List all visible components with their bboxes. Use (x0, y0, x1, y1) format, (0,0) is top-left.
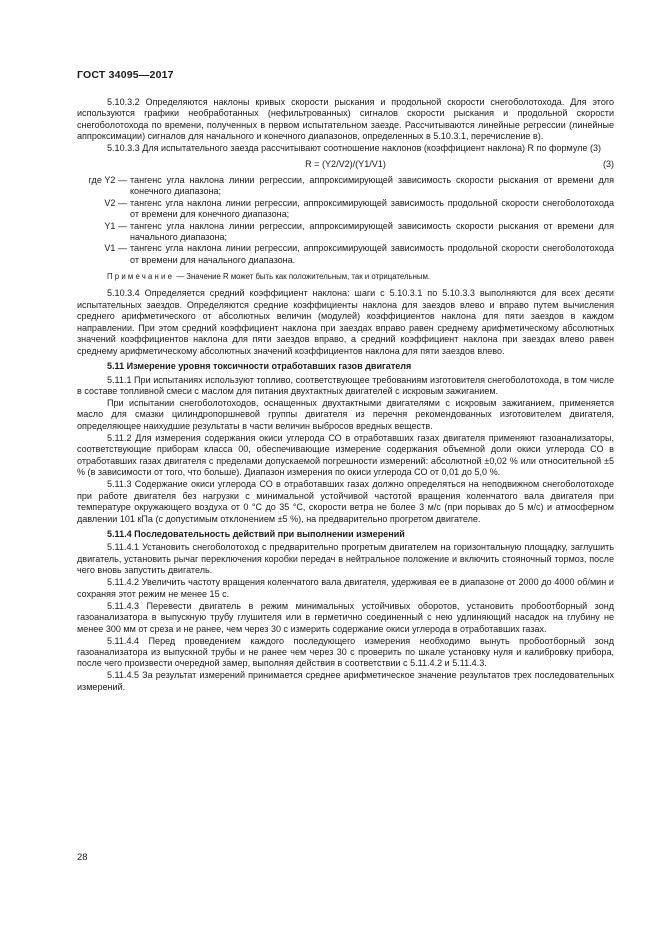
paragraph-5-11-4-3: 5.11.4.3 Перевести двигатель в режим минимальных устойчивых оборотов, установить пробоотборный зонд газоанализатора в выпускную трубу глушителя или в герметично соединенный с нею удлиняющий насадок на глубину не менее 300 мм от среза и не ранее, чем через 30 с измерить содержание окиси углерода в отработавших газах. (77, 600, 614, 634)
definition-v1 (77, 243, 614, 266)
paragraph-5-11-4-4: 5.11.4.4 Перед проведением каждого последующего измерения необходимо вынуть пробоотборный зонд газоанализатора из выпускной трубы и не ранее чем через 30 с проверить по шкале установку нуля и калибровку прибора, после чего произвести очередной замер, выполняя действия в соответствии с 5.11.4.2 и 5.11.4.3. (77, 635, 614, 669)
definition-term: V1 — (104, 243, 127, 254)
definition-text: тангенс угла наклона линии регрессии, аппроксимирующей зависимость продольной скорости снегоболотохода от времени для конечного диапазона; (130, 197, 614, 220)
definition-term: Y1 — (104, 220, 127, 231)
paragraph-5-11-1-cont: При испытании снегоболотоходов, оснащенных двухтактными двигателями с искровым зажиганием, применяется масло для смазки цилиндропоршневой группы двигателя из перечня рекомендованных изготовителем двигателя, определяющее наихудшие результаты в части величин выбросов вредных веществ. (77, 397, 614, 431)
definition-y1 (77, 221, 614, 244)
paragraph-5-11-2: 5.11.2 Для измерения содержания окиси углерода СО в отработавших газах двигателя применяют газоанализаторы, соответствующие приборам класса 00, обеспечивающие измерение содержания объемной доли окиси углерода СО в отработавших газах двигателя с пределами допускаемой погрешности измерений: абсолютной ±0,02 % или относительной ±5 % (в зависимости от того, что больше). Диапазон измерения по окиси углерода СО от 0,01 до 5,0 %. (77, 432, 614, 478)
paragraph-5-10-3-4: 5.10.3.4 Определяется средний коэффициент наклона: шаги с 5.10.3.1 по 5.10.3.3 выполняются для всех десяти испытательных заездов. Определяются средние коэффициенты наклона для заездов влево и вправо путем вычисления среднего арифметического от абсолютных величин (модулей) коэффициентов наклона для пяти заездов в каждом направлении. При этом средний коэффициент наклона при заездах вправо равен среднему арифметическому абсолютных значений коэффициентов наклона для пяти заездов вправо, а средний коэффициент наклона при заездах влево равен среднему арифметическому абсолютных значений коэффициентов наклона для пяти заездов влево. (77, 288, 614, 356)
section-heading-5-11-4: 5.11.4 Последовательность действий при выполнении измерений (107, 528, 405, 539)
definition-term: V2 — (104, 197, 127, 208)
paragraph-5-11-1: 5.11.1 При испытаниях используют топливо, соответствующее требованиям изготовителя снегоболотохода, в том числе в составе топливной смеси с маслом для питания двухтактных двигателей с искровым зажиганием. (77, 374, 614, 397)
paragraph-5-11-4-2: 5.11.4.2 Увеличить частоту вращения коленчатого вала двигателя, удерживая ее в диапазоне от 2000 до 4000 об/мин и сохраняя этот режим не менее 15 с. (77, 577, 614, 599)
paragraph-5-10-3-2: 5.10.3.2 Определяются наклоны кривых скорости рыскания и продольной скорости снегоболотохода. Для этого используются графики необработанных (нефильтрованных) сигналов скорости рыскания и продольной скорости снегоболотохода по времени, полученных в первом испытательном заезде. Рассчитываются линейные регрессии (линейные аппроксимации) сигналов для начального и конечного диапазонов, определенных в 5.10.3.1, перечисление в). (77, 97, 614, 142)
paragraph-5-11-4-1: 5.11.4.1 Установить снегоболотоход с предварительно прогретым двигателем на горизонтальную площадку, заглушить двигатель, установить рычаг переключения коробки передач в нейтральное положение и включить стояночный тормоз, после чего вновь запустить двигатель. (77, 542, 614, 576)
note-lead: Примечание (107, 272, 175, 282)
definition-v2 (77, 198, 614, 221)
page-number: 28 (77, 852, 88, 863)
standard-header: ГОСТ 34095—2017 (77, 69, 174, 81)
paragraph-5-10-3-3: 5.10.3.3 Для испытательного заезда рассчитывают соотношение наклонов (коэффициент наклона) R по формуле (3) (107, 143, 602, 154)
definition-term: где Y2 — (88, 174, 127, 185)
paragraph-5-11-4-5: 5.11.4.5 За результат измерений принимается среднее арифметическое значение результатов трех последовательных измерений. (77, 670, 614, 692)
document-body (77, 97, 614, 694)
paragraph-5-11-3: 5.11.3 Содержание окиси углерода СО в отработавших газах должно определяться на неподвижном снегоболотоходе при работе двигателя без нагрузки с минимальной устойчивой частотой вращения коленчатого вала двигателя при температуре окружающего воздуха от 0 °С до 35 °С, скорости ветра не более 3 м/с (при порывах до 5 м/с) и атмосферном давлении 101 кПа (с допустимым отклонением ±5 %), на предварительно прогретом двигателе. (77, 479, 614, 524)
definition-text: тангенс угла наклона линии регрессии, аппроксимирующей зависимость продольной скорости снегоболотохода от времени для начального диапазона. (130, 243, 614, 265)
section-heading-5-11: 5.11 Измерение уровня токсичности отработавших газов двигателя (107, 361, 412, 372)
formula-expression: R = (Y2/V2)/(Y1/V1) (305, 158, 386, 169)
definition-y2 (77, 175, 614, 198)
note-text: — Значение R может быть как положительным, так и отрицательным. (176, 272, 431, 282)
note (77, 272, 614, 282)
definition-text: тангенс угла наклона линии регрессии, аппроксимирующей зависимость скорости рыскания от времени для начального диапазона; (130, 220, 614, 243)
formula-number: (3) (602, 158, 614, 169)
definition-text: тангенс угла наклона линии регрессии, аппроксимирующей зависимость скорости рыскания от времени для конечного диапазона; (130, 174, 614, 197)
formula-3 (77, 157, 614, 173)
